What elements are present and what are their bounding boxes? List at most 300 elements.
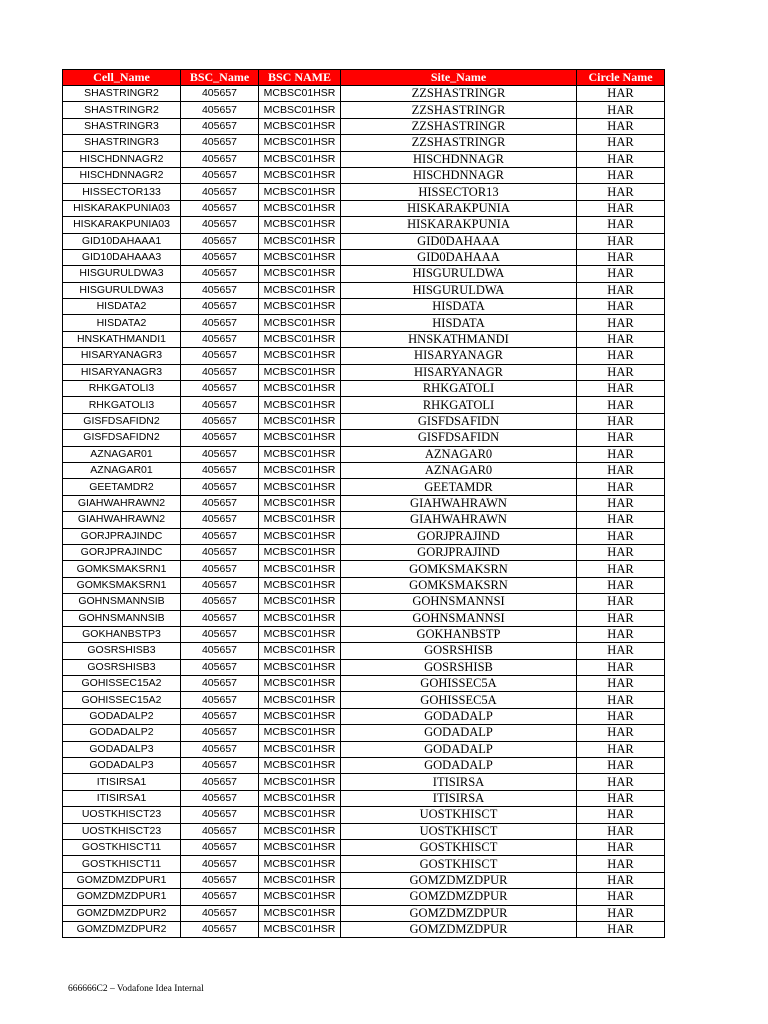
table-row [63, 741, 665, 757]
circle-name-cell: HAR [577, 364, 665, 380]
circle-name-cell: HAR [577, 741, 665, 757]
circle-name-cell: HAR [577, 299, 665, 315]
table-row [63, 856, 665, 872]
cell-name-cell: HISKARAKPUNIA03 [63, 217, 181, 233]
circle-name-cell: HAR [577, 135, 665, 151]
header-site-name: Site_Name [341, 70, 577, 86]
site-name-cell: HISKARAKPUNIA [341, 217, 577, 233]
site-name-cell: HISSECTOR13 [341, 184, 577, 200]
bsc-name-cell: MCBSC01HSR [259, 905, 341, 921]
table-row [63, 659, 665, 675]
site-name-cell: UOSTKHISCT [341, 823, 577, 839]
bsc-name-cell: MCBSC01HSR [259, 659, 341, 675]
bsc-code-cell: 405657 [181, 577, 259, 593]
table-row [63, 200, 665, 216]
cell-name-cell: GID10DAHAAA3 [63, 249, 181, 265]
table-row [63, 708, 665, 724]
table-row [63, 331, 665, 347]
site-name-cell: GOMKSMAKSRN [341, 577, 577, 593]
cell-name-cell: GEETAMDR2 [63, 479, 181, 495]
table-row [63, 315, 665, 331]
cell-name-cell: HISARYANAGR3 [63, 364, 181, 380]
bsc-name-cell: MCBSC01HSR [259, 708, 341, 724]
bsc-name-cell: MCBSC01HSR [259, 626, 341, 642]
circle-name-cell: HAR [577, 561, 665, 577]
circle-name-cell: HAR [577, 790, 665, 806]
circle-name-cell: HAR [577, 495, 665, 511]
circle-name-cell: HAR [577, 512, 665, 528]
bsc-code-cell: 405657 [181, 118, 259, 134]
table-row [63, 774, 665, 790]
table-row [63, 479, 665, 495]
cell-name-cell: GOSTKHISCT11 [63, 839, 181, 855]
bsc-name-cell: MCBSC01HSR [259, 889, 341, 905]
bsc-code-cell: 405657 [181, 495, 259, 511]
table-row [63, 266, 665, 282]
cell-name-cell: GOMKSMAKSRN1 [63, 561, 181, 577]
cell-name-cell: GOMZDMZDPUR2 [63, 921, 181, 937]
site-name-cell: HISKARAKPUNIA [341, 200, 577, 216]
bsc-code-cell: 405657 [181, 676, 259, 692]
table-row [63, 118, 665, 134]
bsc-code-cell: 405657 [181, 921, 259, 937]
header-circle-name: Circle Name [577, 70, 665, 86]
circle-name-cell: HAR [577, 676, 665, 692]
table-row [63, 348, 665, 364]
cell-name-cell: AZNAGAR01 [63, 462, 181, 478]
bsc-code-cell: 405657 [181, 200, 259, 216]
bsc-code-cell: 405657 [181, 479, 259, 495]
table-row [63, 725, 665, 741]
site-name-cell: ZZSHASTRINGR [341, 118, 577, 134]
site-name-cell: GIAHWAHRAWN [341, 495, 577, 511]
bsc-name-cell: MCBSC01HSR [259, 495, 341, 511]
bsc-code-cell: 405657 [181, 790, 259, 806]
table-row [63, 446, 665, 462]
bsc-name-cell: MCBSC01HSR [259, 643, 341, 659]
site-name-cell: UOSTKHISCT [341, 807, 577, 823]
cell-name-cell: UOSTKHISCT23 [63, 807, 181, 823]
site-name-cell: AZNAGAR0 [341, 462, 577, 478]
cell-name-cell: SHASTRINGR3 [63, 118, 181, 134]
header-row [63, 70, 665, 86]
site-name-cell: GOKHANBSTP [341, 626, 577, 642]
circle-name-cell: HAR [577, 167, 665, 183]
cell-name-cell: GOMZDMZDPUR1 [63, 872, 181, 888]
cell-name-cell: GOKHANBSTP3 [63, 626, 181, 642]
circle-name-cell: HAR [577, 118, 665, 134]
site-name-cell: HISCHDNNAGR [341, 167, 577, 183]
bsc-name-cell: MCBSC01HSR [259, 741, 341, 757]
bsc-name-cell: MCBSC01HSR [259, 381, 341, 397]
bsc-code-cell: 405657 [181, 102, 259, 118]
site-name-cell: GOMZDMZDPUR [341, 921, 577, 937]
bsc-name-cell: MCBSC01HSR [259, 921, 341, 937]
site-name-cell: GODADALP [341, 758, 577, 774]
cell-name-cell: GORJPRAJINDC [63, 528, 181, 544]
site-name-cell: ITISIRSA [341, 774, 577, 790]
circle-name-cell: HAR [577, 544, 665, 560]
bsc-code-cell: 405657 [181, 905, 259, 921]
table-row [63, 643, 665, 659]
table-row [63, 430, 665, 446]
circle-name-cell: HAR [577, 905, 665, 921]
bsc-name-cell: MCBSC01HSR [259, 774, 341, 790]
table-row [63, 807, 665, 823]
cell-name-cell: GOHISSEC15A2 [63, 676, 181, 692]
cell-name-cell: HISKARAKPUNIA03 [63, 200, 181, 216]
bsc-name-cell: MCBSC01HSR [259, 725, 341, 741]
cell-name-cell: GODADALP2 [63, 725, 181, 741]
circle-name-cell: HAR [577, 610, 665, 626]
circle-name-cell: HAR [577, 774, 665, 790]
circle-name-cell: HAR [577, 86, 665, 102]
circle-name-cell: HAR [577, 594, 665, 610]
site-name-cell: GOMZDMZDPUR [341, 905, 577, 921]
circle-name-cell: HAR [577, 626, 665, 642]
table-row [63, 249, 665, 265]
circle-name-cell: HAR [577, 397, 665, 413]
circle-name-cell: HAR [577, 315, 665, 331]
circle-name-cell: HAR [577, 839, 665, 855]
bsc-name-cell: MCBSC01HSR [259, 610, 341, 626]
circle-name-cell: HAR [577, 643, 665, 659]
site-name-cell: ITISIRSA [341, 790, 577, 806]
bsc-code-cell: 405657 [181, 315, 259, 331]
table-row [63, 528, 665, 544]
cell-name-cell: HISDATA2 [63, 315, 181, 331]
bsc-name-cell: MCBSC01HSR [259, 86, 341, 102]
bsc-name-cell: MCBSC01HSR [259, 577, 341, 593]
cell-name-cell: GODADALP3 [63, 741, 181, 757]
bsc-name-cell: MCBSC01HSR [259, 676, 341, 692]
table-row [63, 561, 665, 577]
table-row [63, 839, 665, 855]
cell-name-cell: RHKGATOLI3 [63, 397, 181, 413]
header-bsc-name: BSC_Name [181, 70, 259, 86]
circle-name-cell: HAR [577, 233, 665, 249]
bsc-code-cell: 405657 [181, 151, 259, 167]
bsc-name-cell: MCBSC01HSR [259, 561, 341, 577]
cell-name-cell: GISFDSAFIDN2 [63, 413, 181, 429]
table-row [63, 397, 665, 413]
bsc-name-cell: MCBSC01HSR [259, 544, 341, 560]
header-bsc-name-full: BSC NAME [259, 70, 341, 86]
bsc-code-cell: 405657 [181, 381, 259, 397]
bsc-code-cell: 405657 [181, 758, 259, 774]
bsc-code-cell: 405657 [181, 872, 259, 888]
bsc-code-cell: 405657 [181, 348, 259, 364]
table-row [63, 905, 665, 921]
bsc-name-cell: MCBSC01HSR [259, 594, 341, 610]
bsc-name-cell: MCBSC01HSR [259, 528, 341, 544]
cell-name-cell: SHASTRINGR2 [63, 86, 181, 102]
table-row [63, 299, 665, 315]
site-name-cell: RHKGATOLI [341, 397, 577, 413]
circle-name-cell: HAR [577, 659, 665, 675]
bsc-code-cell: 405657 [181, 561, 259, 577]
bsc-code-cell: 405657 [181, 430, 259, 446]
circle-name-cell: HAR [577, 331, 665, 347]
bsc-code-cell: 405657 [181, 413, 259, 429]
cell-name-cell: GOHNSMANNSIB [63, 594, 181, 610]
cell-name-cell: GOHISSEC15A2 [63, 692, 181, 708]
bsc-code-cell: 405657 [181, 594, 259, 610]
bsc-name-cell: MCBSC01HSR [259, 200, 341, 216]
cell-name-cell: HISCHDNNAGR2 [63, 151, 181, 167]
bsc-code-cell: 405657 [181, 282, 259, 298]
bsc-code-cell: 405657 [181, 610, 259, 626]
circle-name-cell: HAR [577, 446, 665, 462]
cell-name-cell: HISARYANAGR3 [63, 348, 181, 364]
table-header [63, 70, 665, 86]
bsc-code-cell: 405657 [181, 856, 259, 872]
bsc-name-cell: MCBSC01HSR [259, 299, 341, 315]
bsc-code-cell: 405657 [181, 643, 259, 659]
cell-name-cell: GISFDSAFIDN2 [63, 430, 181, 446]
site-name-cell: GOMKSMAKSRN [341, 561, 577, 577]
circle-name-cell: HAR [577, 528, 665, 544]
site-name-cell: GODADALP [341, 708, 577, 724]
site-name-cell: HISARYANAGR [341, 364, 577, 380]
table-row [63, 610, 665, 626]
cell-name-cell: GIAHWAHRAWN2 [63, 512, 181, 528]
bsc-code-cell: 405657 [181, 544, 259, 560]
cell-site-table-container [62, 69, 665, 938]
cell-name-cell: GOHNSMANNSIB [63, 610, 181, 626]
site-name-cell: GIAHWAHRAWN [341, 512, 577, 528]
table-row [63, 889, 665, 905]
bsc-code-cell: 405657 [181, 397, 259, 413]
bsc-code-cell: 405657 [181, 839, 259, 855]
site-name-cell: RHKGATOLI [341, 381, 577, 397]
site-name-cell: GID0DAHAAA [341, 249, 577, 265]
bsc-name-cell: MCBSC01HSR [259, 364, 341, 380]
bsc-name-cell: MCBSC01HSR [259, 348, 341, 364]
bsc-code-cell: 405657 [181, 217, 259, 233]
cell-name-cell: GODADALP2 [63, 708, 181, 724]
bsc-code-cell: 405657 [181, 889, 259, 905]
bsc-name-cell: MCBSC01HSR [259, 479, 341, 495]
bsc-code-cell: 405657 [181, 659, 259, 675]
bsc-name-cell: MCBSC01HSR [259, 758, 341, 774]
circle-name-cell: HAR [577, 430, 665, 446]
bsc-name-cell: MCBSC01HSR [259, 135, 341, 151]
bsc-code-cell: 405657 [181, 823, 259, 839]
site-name-cell: GOSRSHISB [341, 659, 577, 675]
bsc-name-cell: MCBSC01HSR [259, 102, 341, 118]
site-name-cell: GOSTKHISCT [341, 839, 577, 855]
table-row [63, 184, 665, 200]
circle-name-cell: HAR [577, 249, 665, 265]
circle-name-cell: HAR [577, 102, 665, 118]
table-row [63, 790, 665, 806]
site-name-cell: GOMZDMZDPUR [341, 889, 577, 905]
cell-name-cell: SHASTRINGR2 [63, 102, 181, 118]
site-name-cell: HISDATA [341, 299, 577, 315]
site-name-cell: GISFDSAFIDN [341, 413, 577, 429]
site-name-cell: AZNAGAR0 [341, 446, 577, 462]
circle-name-cell: HAR [577, 151, 665, 167]
site-name-cell: ZZSHASTRINGR [341, 86, 577, 102]
cell-name-cell: RHKGATOLI3 [63, 381, 181, 397]
site-name-cell: GOSRSHISB [341, 643, 577, 659]
bsc-name-cell: MCBSC01HSR [259, 807, 341, 823]
circle-name-cell: HAR [577, 282, 665, 298]
site-name-cell: HISGURULDWA [341, 282, 577, 298]
bsc-code-cell: 405657 [181, 299, 259, 315]
bsc-name-cell: MCBSC01HSR [259, 823, 341, 839]
cell-name-cell: AZNAGAR01 [63, 446, 181, 462]
bsc-name-cell: MCBSC01HSR [259, 331, 341, 347]
cell-site-table [62, 69, 665, 938]
table-row [63, 692, 665, 708]
bsc-name-cell: MCBSC01HSR [259, 839, 341, 855]
cell-name-cell: GOMKSMAKSRN1 [63, 577, 181, 593]
site-name-cell: HISARYANAGR [341, 348, 577, 364]
bsc-name-cell: MCBSC01HSR [259, 512, 341, 528]
site-name-cell: GID0DAHAAA [341, 233, 577, 249]
bsc-name-cell: MCBSC01HSR [259, 167, 341, 183]
table-row [63, 217, 665, 233]
site-name-cell: GOHNSMANNSI [341, 610, 577, 626]
bsc-name-cell: MCBSC01HSR [259, 233, 341, 249]
table-row [63, 233, 665, 249]
circle-name-cell: HAR [577, 889, 665, 905]
bsc-code-cell: 405657 [181, 331, 259, 347]
table-row [63, 135, 665, 151]
table-row [63, 413, 665, 429]
site-name-cell: HISCHDNNAGR [341, 151, 577, 167]
table-row [63, 381, 665, 397]
site-name-cell: GOHISSEC5A [341, 676, 577, 692]
bsc-code-cell: 405657 [181, 512, 259, 528]
circle-name-cell: HAR [577, 807, 665, 823]
table-row [63, 626, 665, 642]
table-row [63, 102, 665, 118]
table-row [63, 594, 665, 610]
table-body [63, 86, 665, 938]
bsc-code-cell: 405657 [181, 167, 259, 183]
site-name-cell: GOSTKHISCT [341, 856, 577, 872]
bsc-name-cell: MCBSC01HSR [259, 249, 341, 265]
circle-name-cell: HAR [577, 413, 665, 429]
bsc-name-cell: MCBSC01HSR [259, 217, 341, 233]
table-row [63, 872, 665, 888]
table-row [63, 544, 665, 560]
table-row [63, 167, 665, 183]
bsc-name-cell: MCBSC01HSR [259, 397, 341, 413]
cell-name-cell: GOMZDMZDPUR1 [63, 889, 181, 905]
site-name-cell: GODADALP [341, 725, 577, 741]
table-row [63, 577, 665, 593]
cell-name-cell: SHASTRINGR3 [63, 135, 181, 151]
table-row [63, 282, 665, 298]
bsc-code-cell: 405657 [181, 446, 259, 462]
cell-name-cell: ITISIRSA1 [63, 790, 181, 806]
bsc-name-cell: MCBSC01HSR [259, 856, 341, 872]
header-cell-name: Cell_Name [63, 70, 181, 86]
cell-name-cell: HISCHDNNAGR2 [63, 167, 181, 183]
site-name-cell: GOHNSMANNSI [341, 594, 577, 610]
bsc-code-cell: 405657 [181, 184, 259, 200]
cell-name-cell: HISGURULDWA3 [63, 266, 181, 282]
circle-name-cell: HAR [577, 266, 665, 282]
circle-name-cell: HAR [577, 479, 665, 495]
table-row [63, 512, 665, 528]
cell-name-cell: GOSRSHISB3 [63, 659, 181, 675]
circle-name-cell: HAR [577, 462, 665, 478]
bsc-code-cell: 405657 [181, 528, 259, 544]
site-name-cell: GEETAMDR [341, 479, 577, 495]
bsc-name-cell: MCBSC01HSR [259, 692, 341, 708]
bsc-code-cell: 405657 [181, 266, 259, 282]
circle-name-cell: HAR [577, 184, 665, 200]
bsc-name-cell: MCBSC01HSR [259, 790, 341, 806]
bsc-name-cell: MCBSC01HSR [259, 446, 341, 462]
cell-name-cell: GIAHWAHRAWN2 [63, 495, 181, 511]
circle-name-cell: HAR [577, 921, 665, 937]
bsc-code-cell: 405657 [181, 364, 259, 380]
table-row [63, 462, 665, 478]
bsc-name-cell: MCBSC01HSR [259, 430, 341, 446]
circle-name-cell: HAR [577, 381, 665, 397]
cell-name-cell: HISSECTOR133 [63, 184, 181, 200]
bsc-name-cell: MCBSC01HSR [259, 151, 341, 167]
bsc-code-cell: 405657 [181, 725, 259, 741]
bsc-name-cell: MCBSC01HSR [259, 184, 341, 200]
cell-name-cell: GODADALP3 [63, 758, 181, 774]
footer-classification: 666666C2 – Vodafone Idea Internal [68, 984, 204, 994]
bsc-code-cell: 405657 [181, 807, 259, 823]
bsc-code-cell: 405657 [181, 708, 259, 724]
table-row [63, 86, 665, 102]
site-name-cell: GOMZDMZDPUR [341, 872, 577, 888]
cell-name-cell: HISDATA2 [63, 299, 181, 315]
bsc-code-cell: 405657 [181, 626, 259, 642]
cell-name-cell: UOSTKHISCT23 [63, 823, 181, 839]
bsc-name-cell: MCBSC01HSR [259, 413, 341, 429]
bsc-code-cell: 405657 [181, 135, 259, 151]
bsc-name-cell: MCBSC01HSR [259, 266, 341, 282]
circle-name-cell: HAR [577, 856, 665, 872]
site-name-cell: GORJPRAJIND [341, 528, 577, 544]
table-row [63, 823, 665, 839]
cell-name-cell: GORJPRAJINDC [63, 544, 181, 560]
cell-name-cell: GOSTKHISCT11 [63, 856, 181, 872]
cell-name-cell: GOSRSHISB3 [63, 643, 181, 659]
cell-name-cell: HISGURULDWA3 [63, 282, 181, 298]
bsc-code-cell: 405657 [181, 741, 259, 757]
site-name-cell: GISFDSAFIDN [341, 430, 577, 446]
circle-name-cell: HAR [577, 872, 665, 888]
bsc-code-cell: 405657 [181, 774, 259, 790]
circle-name-cell: HAR [577, 200, 665, 216]
table-row [63, 676, 665, 692]
site-name-cell: ZZSHASTRINGR [341, 135, 577, 151]
site-name-cell: GORJPRAJIND [341, 544, 577, 560]
bsc-name-cell: MCBSC01HSR [259, 282, 341, 298]
circle-name-cell: HAR [577, 577, 665, 593]
circle-name-cell: HAR [577, 758, 665, 774]
site-name-cell: ZZSHASTRINGR [341, 102, 577, 118]
site-name-cell: HNSKATHMANDI [341, 331, 577, 347]
site-name-cell: GOHISSEC5A [341, 692, 577, 708]
cell-name-cell: GID10DAHAAA1 [63, 233, 181, 249]
bsc-code-cell: 405657 [181, 692, 259, 708]
bsc-code-cell: 405657 [181, 86, 259, 102]
bsc-code-cell: 405657 [181, 249, 259, 265]
